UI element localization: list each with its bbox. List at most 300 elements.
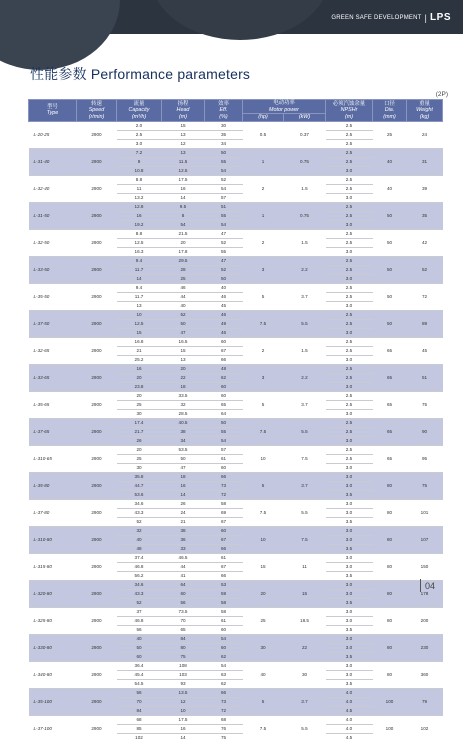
cell-motor-hp: 5 (243, 688, 284, 715)
cell-head: 10 (162, 706, 205, 715)
cell-weight: 31 (407, 148, 443, 175)
cell-capacity: 53.6 (117, 490, 162, 499)
cell-eff: 54 (205, 166, 243, 175)
cell-motor-hp: 40 (243, 661, 284, 688)
cell-eff: 50 (205, 148, 243, 157)
cell-npshr: 2.5 (326, 346, 373, 355)
cell-head: 29.5 (162, 256, 205, 265)
cell-eff: 45 (205, 301, 243, 310)
cell-model: L-37-50 (29, 310, 77, 337)
cell-head: 34 (162, 436, 205, 445)
cell-head: 12 (162, 697, 205, 706)
cell-capacity: 40 (117, 634, 162, 643)
cell-dia: 65 (373, 337, 407, 364)
cell-model: L-310-65 (29, 445, 77, 472)
cell-capacity: 13.2 (117, 193, 162, 202)
cell-npshr: 2.5 (326, 238, 373, 247)
cell-npshr: 4.0 (326, 688, 373, 697)
cell-model: L-37-100 (29, 715, 77, 742)
cell-motor-kw: 5.5 (284, 499, 326, 526)
cell-eff: 50 (205, 274, 243, 283)
cell-motor-hp: 7.5 (243, 418, 284, 445)
cell-npshr: 4.5 (326, 733, 373, 742)
cell-capacity: 23.8 (117, 382, 162, 391)
cell-npshr: 2.5 (326, 427, 373, 436)
cell-motor-kw: 5.5 (284, 418, 326, 445)
cell-model: L-325-80 (29, 607, 77, 634)
cell-motor-hp: 5 (243, 472, 284, 499)
cell-capacity: 37 (117, 607, 162, 616)
cell-capacity: 12.8 (117, 202, 162, 211)
cell-npshr: 2.5 (326, 337, 373, 346)
cell-npshr: 3.5 (326, 517, 373, 526)
cell-motor-hp: 20 (243, 580, 284, 607)
cell-eff: 60 (205, 382, 243, 391)
cell-capacity: 3.0 (117, 139, 162, 148)
cell-npshr: 3.0 (326, 526, 373, 535)
cell-npshr: 2.5 (326, 157, 373, 166)
cell-head: 33.5 (162, 391, 205, 400)
cell-npshr: 2.5 (326, 256, 373, 265)
cell-eff: 76 (205, 724, 243, 733)
cell-head: 8 (162, 211, 205, 220)
cell-head: 12 (162, 139, 205, 148)
cell-eff: 60 (205, 337, 243, 346)
cell-motor-kw: 7.5 (284, 445, 326, 472)
cell-weight: 52 (407, 256, 443, 283)
cell-capacity: 44.7 (117, 481, 162, 490)
cell-speed: 2900 (77, 310, 117, 337)
cell-head: 21 (162, 517, 205, 526)
cell-motor-hp: 2 (243, 337, 284, 364)
cell-npshr: 3.0 (326, 616, 373, 625)
cell-head: 65 (162, 625, 205, 634)
cell-head: 16 (162, 481, 205, 490)
cell-npshr: 2.5 (326, 202, 373, 211)
cell-eff: 46 (205, 292, 243, 301)
cell-dia: 80 (373, 472, 407, 499)
cell-dia: 100 (373, 715, 407, 742)
cell-speed: 2900 (77, 229, 117, 256)
cell-speed: 2900 (77, 499, 117, 526)
cell-eff: 52 (205, 175, 243, 184)
table-row (29, 256, 443, 265)
cell-npshr: 3.0 (326, 472, 373, 481)
cell-head: 33 (162, 544, 205, 553)
cell-capacity: 50 (117, 643, 162, 652)
cell-speed: 2900 (77, 256, 117, 283)
brand-logo: LPS (430, 12, 451, 23)
cell-head: 14 (162, 733, 205, 742)
cell-head: 46 (162, 283, 205, 292)
cell-npshr: 2.5 (326, 391, 373, 400)
table-row (29, 607, 443, 616)
cell-capacity: 12.5 (117, 319, 162, 328)
cell-eff: 67 (205, 346, 243, 355)
cell-capacity: 9.4 (117, 256, 162, 265)
cell-motor-hp: 2 (243, 229, 284, 256)
col-header-model: 型号 Type (29, 100, 77, 122)
cell-dia: 65 (373, 364, 407, 391)
cell-capacity: 34.6 (117, 499, 162, 508)
cell-capacity: 2.5 (117, 130, 162, 139)
cell-eff: 66 (205, 472, 243, 481)
cell-eff: 52 (205, 265, 243, 274)
cell-speed: 2900 (77, 607, 117, 634)
cell-weight: 150 (407, 553, 443, 580)
cell-head: 75 (162, 652, 205, 661)
cell-model: L-33-50 (29, 256, 77, 283)
cell-dia: 80 (373, 499, 407, 526)
table-row (29, 526, 443, 535)
cell-dia: 80 (373, 634, 407, 661)
cell-capacity: 32 (117, 526, 162, 535)
cell-head: 80 (162, 643, 205, 652)
cell-eff: 61 (205, 616, 243, 625)
cell-npshr: 2.5 (326, 139, 373, 148)
cell-npshr: 4.0 (326, 715, 373, 724)
cell-head: 108 (162, 661, 205, 670)
header-decoration (150, 0, 330, 40)
cell-head: 20 (162, 364, 205, 373)
cell-capacity: 56.2 (117, 571, 162, 580)
cell-motor-kw: 11 (284, 553, 326, 580)
table-row (29, 310, 443, 319)
cell-speed: 2900 (77, 688, 117, 715)
cell-capacity: 52 (117, 598, 162, 607)
cell-speed: 2900 (77, 391, 117, 418)
table-row (29, 418, 443, 427)
cell-head: 50 (162, 454, 205, 463)
col-header-npshr: 必须汽蚀余量 NPSHr (m) (326, 100, 373, 122)
cell-eff: 54 (205, 661, 243, 670)
cell-head: 14 (162, 490, 205, 499)
cell-head: 53.5 (162, 445, 205, 454)
cell-speed: 2900 (77, 175, 117, 202)
cell-weight: 95 (407, 445, 443, 472)
cell-eff: 49 (205, 319, 243, 328)
table-row (29, 634, 443, 643)
cell-npshr: 3.5 (326, 544, 373, 553)
cell-eff: 66 (205, 544, 243, 553)
cell-head: 11.5 (162, 157, 205, 166)
cell-motor-hp: 7.5 (243, 310, 284, 337)
cell-weight: 72 (407, 283, 443, 310)
cell-head: 50 (162, 319, 205, 328)
cell-eff: 66 (205, 571, 243, 580)
cell-model: L-32-65 (29, 337, 77, 364)
cell-npshr: 3.0 (326, 589, 373, 598)
cell-motor-kw: 7.5 (284, 526, 326, 553)
cell-npshr: 2.5 (326, 445, 373, 454)
page-tag: (2P) (435, 91, 448, 98)
table-row (29, 445, 443, 454)
cell-motor-kw: 5.5 (284, 715, 326, 742)
cell-capacity: 25 (117, 400, 162, 409)
cell-capacity: 25 (117, 454, 162, 463)
cell-head: 17.5 (162, 715, 205, 724)
cell-weight: 230 (407, 634, 443, 661)
cell-capacity: 14 (117, 274, 162, 283)
cell-model: L-310-80 (29, 526, 77, 553)
cell-eff: 66 (205, 355, 243, 364)
cell-capacity: 15 (117, 328, 162, 337)
col-header-kw: (kW) (284, 114, 326, 122)
table-row (29, 175, 443, 184)
cell-npshr: 2.5 (326, 130, 373, 139)
cell-npshr: 2.5 (326, 283, 373, 292)
cell-motor-kw: 3.7 (284, 391, 326, 418)
cell-dia: 80 (373, 607, 407, 634)
cell-capacity: 43.3 (117, 508, 162, 517)
cell-eff: 63 (205, 670, 243, 679)
cell-npshr: 3.0 (326, 220, 373, 229)
cell-npshr: 3.5 (326, 598, 373, 607)
cell-npshr: 2.5 (326, 310, 373, 319)
cell-dia: 50 (373, 283, 407, 310)
cell-npshr: 3.5 (326, 490, 373, 499)
cell-head: 44 (162, 562, 205, 571)
header-band (0, 0, 463, 34)
cell-motor-hp: 5 (243, 391, 284, 418)
page-title: 性能参数 Performance parameters (30, 66, 251, 82)
cell-capacity: 16.8 (117, 337, 162, 346)
cell-head: 73.5 (162, 607, 205, 616)
cell-model: L-37-65 (29, 418, 77, 445)
cell-eff: 62 (205, 679, 243, 688)
cell-capacity: 30 (117, 463, 162, 472)
cell-capacity: 16.3 (117, 247, 162, 256)
cell-eff: 57 (205, 193, 243, 202)
cell-eff: 47 (205, 256, 243, 265)
cell-head: 93 (162, 679, 205, 688)
cell-weight: 90 (407, 418, 443, 445)
cell-head: 15 (162, 121, 205, 130)
cell-npshr: 3.0 (326, 499, 373, 508)
cell-capacity: 13 (117, 301, 162, 310)
cell-npshr: 3.0 (326, 355, 373, 364)
cell-capacity: 34.6 (117, 580, 162, 589)
cell-motor-kw: 5.5 (284, 310, 326, 337)
cell-capacity: 36.4 (117, 661, 162, 670)
cell-weight: 75 (407, 472, 443, 499)
cell-npshr: 3.0 (326, 166, 373, 175)
table-row (29, 553, 443, 562)
cell-motor-hp: 15 (243, 553, 284, 580)
cell-head: 41 (162, 571, 205, 580)
cell-dia: 80 (373, 526, 407, 553)
cell-head: 28 (162, 265, 205, 274)
cell-npshr: 2.5 (326, 400, 373, 409)
cell-dia: 80 (373, 580, 407, 607)
col-header-eff: 效率 Eff. (%) (205, 100, 243, 122)
cell-speed: 2900 (77, 715, 117, 742)
cell-npshr: 4.0 (326, 724, 373, 733)
cell-eff: 69 (205, 508, 243, 517)
cell-head: 47 (162, 328, 205, 337)
cell-eff: 58 (205, 499, 243, 508)
cell-npshr: 3.0 (326, 508, 373, 517)
table-row (29, 472, 443, 481)
cell-head: 64 (162, 580, 205, 589)
cell-npshr: 4.0 (326, 697, 373, 706)
cell-dia: 50 (373, 229, 407, 256)
cell-capacity: 16 (117, 211, 162, 220)
cell-eff: 62 (205, 652, 243, 661)
cell-eff: 55 (205, 157, 243, 166)
table-body (29, 121, 443, 742)
cell-head: 13 (162, 130, 205, 139)
cell-capacity: 46.8 (117, 562, 162, 571)
cell-dia: 50 (373, 310, 407, 337)
cell-capacity: 16 (117, 364, 162, 373)
cell-eff: 46 (205, 328, 243, 337)
cell-eff: 64 (205, 409, 243, 418)
cell-head: 44 (162, 292, 205, 301)
cell-motor-hp: 25 (243, 607, 284, 634)
cell-npshr: 3.0 (326, 463, 373, 472)
cell-eff: 62 (205, 373, 243, 382)
cell-model: L-330-80 (29, 634, 77, 661)
table-row (29, 391, 443, 400)
cell-eff: 52 (205, 238, 243, 247)
cell-npshr: 2.5 (326, 454, 373, 463)
cell-motor-kw: 3.7 (284, 688, 326, 715)
table-row (29, 337, 443, 346)
cell-capacity: 45.4 (117, 670, 162, 679)
page-number-divider (420, 579, 421, 592)
cell-dia: 50 (373, 256, 407, 283)
cell-head: 52 (162, 310, 205, 319)
cell-head: 13 (162, 148, 205, 157)
table-row (29, 661, 443, 670)
cell-npshr: 2.5 (326, 121, 373, 130)
cell-model: L-35-80 (29, 472, 77, 499)
cell-speed: 2900 (77, 445, 117, 472)
cell-npshr: 2.5 (326, 175, 373, 184)
cell-head: 24 (162, 508, 205, 517)
cell-eff: 54 (205, 436, 243, 445)
cell-weight: 42 (407, 229, 443, 256)
cell-capacity: 21.7 (117, 427, 162, 436)
cell-capacity: 102 (117, 733, 162, 742)
cell-head: 14 (162, 193, 205, 202)
cell-model: L-35-65 (29, 391, 77, 418)
cell-capacity: 56 (117, 688, 162, 697)
cell-eff: 54 (205, 220, 243, 229)
brand (331, 12, 451, 23)
cell-speed: 2900 (77, 418, 117, 445)
cell-motor-kw: 3.7 (284, 472, 326, 499)
cell-eff: 67 (205, 517, 243, 526)
cell-head: 70 (162, 616, 205, 625)
header-decoration (0, 0, 120, 70)
cell-speed: 2900 (77, 661, 117, 688)
table-row (29, 688, 443, 697)
cell-eff: 57 (205, 445, 243, 454)
cell-capacity: 20 (117, 391, 162, 400)
cell-capacity: 52 (117, 517, 162, 526)
cell-capacity: 30 (117, 409, 162, 418)
cell-npshr: 3.0 (326, 193, 373, 202)
cell-head: 36 (162, 535, 205, 544)
cell-head: 46.5 (162, 553, 205, 562)
cell-motor-hp: 7.5 (243, 499, 284, 526)
cell-head: 60 (162, 589, 205, 598)
cell-motor-hp: 2 (243, 175, 284, 202)
cell-motor-hp: 3 (243, 256, 284, 283)
cell-head: 17.5 (162, 175, 205, 184)
cell-eff: 66 (205, 688, 243, 697)
cell-npshr: 2.5 (326, 265, 373, 274)
cell-npshr: 3.0 (326, 409, 373, 418)
cell-eff: 73 (205, 481, 243, 490)
cell-capacity: 7.2 (117, 148, 162, 157)
cell-speed: 2900 (77, 472, 117, 499)
cell-npshr: 2.5 (326, 373, 373, 382)
cell-npshr: 2.5 (326, 211, 373, 220)
cell-capacity: 60 (117, 652, 162, 661)
table-row (29, 715, 443, 724)
cell-head: 12.5 (162, 166, 205, 175)
table-row (29, 202, 443, 211)
cell-speed: 2900 (77, 148, 117, 175)
table-row (29, 580, 443, 589)
cell-model: L-37-80 (29, 499, 77, 526)
cell-eff: 60 (205, 463, 243, 472)
cell-npshr: 3.0 (326, 301, 373, 310)
cell-motor-hp: 30 (243, 634, 284, 661)
cell-capacity: 70 (117, 697, 162, 706)
cell-capacity: 54.5 (117, 679, 162, 688)
cell-eff: 35 (205, 130, 243, 139)
cell-weight: 200 (407, 607, 443, 634)
cell-eff: 59 (205, 589, 243, 598)
cell-eff: 54 (205, 634, 243, 643)
cell-capacity: 19.2 (117, 220, 162, 229)
cell-npshr: 3.0 (326, 436, 373, 445)
cell-motor-kw: 1.5 (284, 337, 326, 364)
cell-eff: 73 (205, 697, 243, 706)
cell-motor-kw: 15 (284, 580, 326, 607)
cell-head: 38 (162, 526, 205, 535)
cell-motor-hp: 3 (243, 364, 284, 391)
cell-dia: 25 (373, 121, 407, 148)
cell-eff: 72 (205, 706, 243, 715)
cell-model: L-35-100 (29, 688, 77, 715)
cell-capacity: 40 (117, 535, 162, 544)
cell-head: 16.5 (162, 337, 205, 346)
cell-dia: 65 (373, 418, 407, 445)
cell-motor-kw: 22 (284, 634, 326, 661)
cell-model: L-340-80 (29, 661, 77, 688)
cell-capacity: 11 (117, 184, 162, 193)
cell-eff: 61 (205, 454, 243, 463)
cell-npshr: 2.5 (326, 148, 373, 157)
cell-eff: 46 (205, 310, 243, 319)
cell-eff: 60 (205, 391, 243, 400)
cell-npshr: 3.5 (326, 571, 373, 580)
cell-head: 16 (162, 724, 205, 733)
cell-weight: 178 (407, 580, 443, 607)
col-header-hp: (hp) (243, 114, 284, 122)
cell-capacity: 43.3 (117, 589, 162, 598)
cell-eff: 58 (205, 598, 243, 607)
cell-npshr: 3.0 (326, 643, 373, 652)
cell-capacity: 46.8 (117, 616, 162, 625)
page-number (420, 579, 435, 592)
cell-dia: 65 (373, 391, 407, 418)
